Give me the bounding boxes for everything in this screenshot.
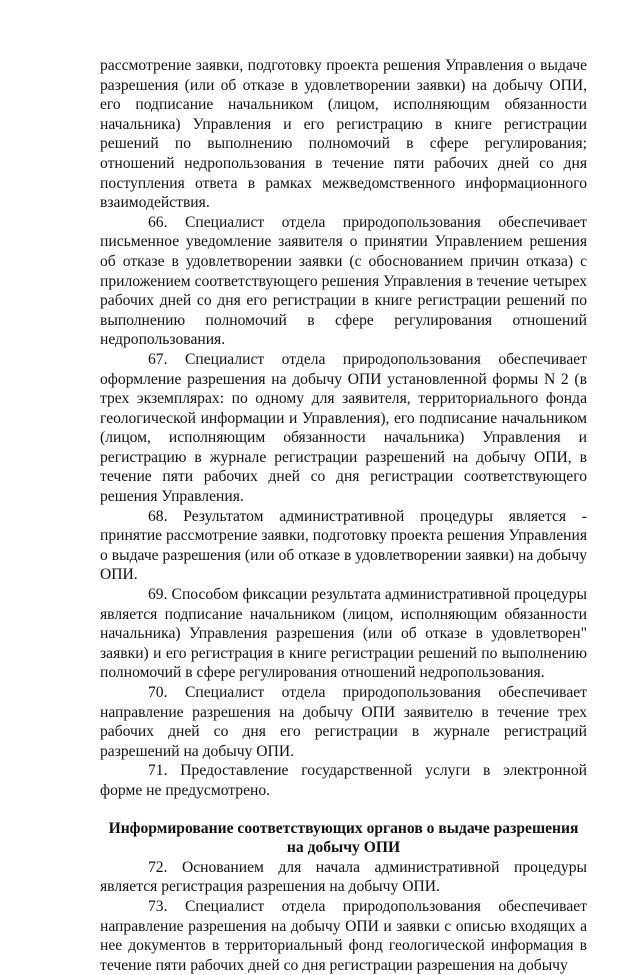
section-heading: Информирование соответствующих органов о выдаче разрешения на добычу ОПИ <box>108 819 579 857</box>
paragraph-72: 72. Основанием для начала административной процедуры является регистрация разрешения на добычу ОПИ. <box>100 858 587 896</box>
paragraph-67: 67. Специалист отдела природопользования обеспечивает оформление разрешения на добычу ОПИ установленной формы N 2 (в трех экземплярах: по одному для заявителя, территориального фонда геологической информации и Управления), его подписание начальником (лицом, исполняющим обязанности начальника) Управления и регистрацию в журнале регистрации разрешений на добычу ОПИ, в течение пяти рабочих дней со дня регистрации соответствующего решения Управления. <box>100 350 587 506</box>
paragraph-73: 73. Специалист отдела природопользования обеспечивает направление разрешения на добычу ОПИ и заявки с описью входящих а нее документов в территориальный фонд геологической информация в течение пяти рабочих дней со дня регистрации разрешения на добычу <box>100 897 587 974</box>
paragraph-70: 70. Специалист отдела природопользования обеспечивает направление разрешения на добычу ОПИ заявителю в течение трех рабочих дней со дня его регистрации в журнале регистраций разрешений на добычу ОПИ. <box>100 684 587 760</box>
paragraph-69: 69. Способом фиксации результата административной процедуры является подписание начальником (лицом, исполняющим обязанности начальника) Управления разрешения (или об отказе в удовлетворен" заявки) и его регистрация в книге регистрации решений по выполнению полномочий в сфере регулирования отношений недропользования. <box>100 586 587 682</box>
paragraph-66: 66. Специалист отдела природопользования обеспечивает письменное уведомление заявителя о принятии Управлением решения об отказе в удовлетворении заявки (с обоснованием причин отказа) с приложением соответствующего решения Управления в течение четырех рабочих дней со дня его регистрации в книге регистрации решений по выполнению полномочий в сфере регулирования отношений недропользования. <box>100 213 587 349</box>
section-spacer <box>100 801 587 819</box>
paragraph-71: 71. Предоставление государственной услуги в электронной форме не предусмотрено. <box>100 762 587 799</box>
paragraph-continuation: рассмотрение заявки, подготовку проекта решения Управления о выдаче разрешения (или об отказе в удовлетворении заявки) на добычу ОПИ, его подписание начальником (лицом, исполняющим обязанности начальника) Управления и его регистрацию в книге регистрации решений по выполнению полномочий в сфере регулирования; отношений недропользования в течение пяти рабочих дней со дня поступления ответа в рамках межведомственного информационного взаимодействия. <box>100 57 587 212</box>
paragraph-68: 68. Результатом административной процедуры является - принятие рассмотрение заявки, подготовку проекта решения Управления о выдаче разрешения (или об отказе в удовлетворении заявки) на добычу ОПИ. <box>100 507 587 584</box>
document-page <box>100 56 587 975</box>
